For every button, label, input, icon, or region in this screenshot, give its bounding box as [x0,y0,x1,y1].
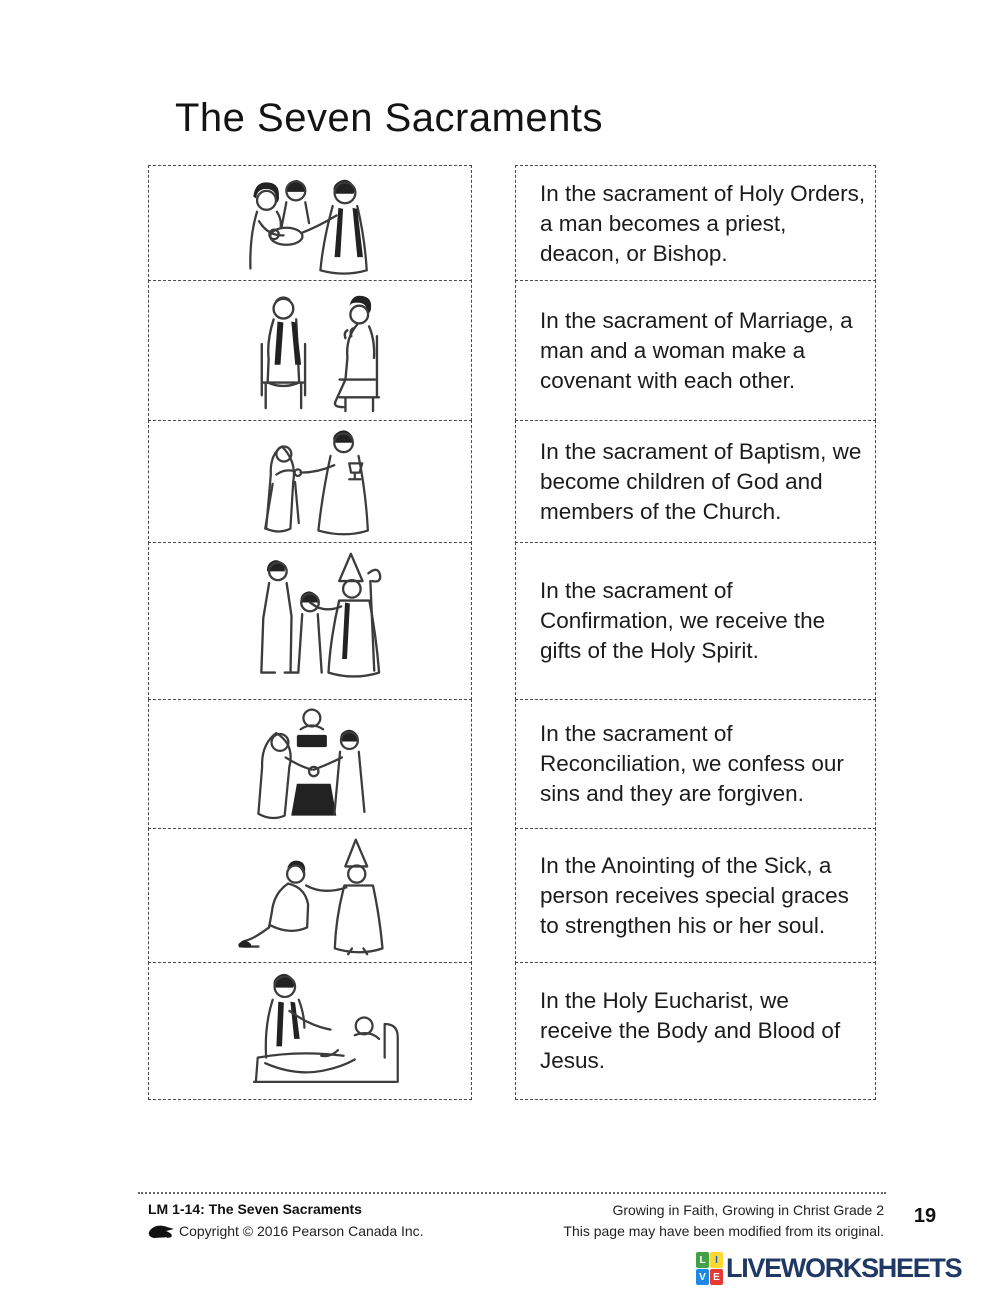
text-cell-holy-orders[interactable] [515,165,876,282]
document-code: LM 1-14: The Seven Sacraments [148,1201,362,1217]
logo-tile-l: L [696,1252,709,1268]
liveworksheets-tiles-icon [696,1252,723,1285]
text-cell-anointing[interactable] [515,828,876,964]
copyright-text: Copyright © 2016 Pearson Canada Inc. [179,1223,424,1239]
baptism-baby-scene-icon [190,172,430,276]
logo-tile-e: E [710,1269,723,1285]
sacrament-text: In the sacrament of Reconciliation, we confess our sins and they are forgiven. [540,721,844,807]
text-cell-reconciliation[interactable] [515,699,876,830]
image-cell-confirmation[interactable] [148,542,472,700]
image-column [148,165,472,1100]
footer-left [148,1200,424,1240]
sacrament-text: In the Holy Eucharist, we receive the Body and Blood of Jesus. [540,988,841,1074]
sacrament-text: In the sacrament of Baptism, we become children of God and members of the Church. [540,438,862,524]
first-communion-scene-icon [190,426,430,538]
text-column [515,165,876,1100]
anointing-of-sick-scene-icon [190,968,430,1094]
liveworksheets-logo[interactable] [696,1252,961,1285]
image-cell-ordination[interactable] [148,828,472,964]
page-number: 19 [913,1205,937,1227]
text-cell-eucharist[interactable] [515,962,876,1100]
image-cell-confession[interactable] [148,280,472,421]
series-title: Growing in Faith, Growing in Christ Grade 2 [612,1202,884,1218]
text-cell-baptism[interactable] [515,420,876,544]
footer-right [563,1200,884,1242]
logo-tile-i: I [710,1252,723,1268]
image-cell-wedding[interactable] [148,699,472,830]
footer-divider [138,1192,886,1194]
image-cell-anointing[interactable] [148,962,472,1100]
confirmation-scene-icon [190,548,430,694]
image-cell-first-communion[interactable] [148,420,472,544]
ordination-scene-icon [190,834,430,958]
image-cell-baptism[interactable] [148,165,472,282]
text-cell-marriage[interactable] [515,280,876,421]
liveworksheets-wordmark: LIVEWORKSHEETS [726,1253,962,1283]
logo-tile-v: V [696,1269,709,1285]
pearson-cut-icon [148,1224,174,1239]
sacrament-text: In the sacrament of Marriage, a man and a woman make a covenant with each other. [540,307,853,393]
sacrament-text: In the sacrament of Holy Orders, a man becomes a priest, deacon, or Bishop. [540,180,866,266]
sacrament-text: In the Anointing of the Sick, a person receives special graces to strengthen his or her soul. [540,853,849,939]
sacrament-text: In the sacrament of Confirmation, we receive the gifts of the Holy Spirit. [540,578,826,664]
modified-note: This page may have been modified from its original. [563,1223,884,1239]
page-title: The Seven Sacraments [175,96,603,140]
text-cell-confirmation[interactable] [515,542,876,700]
confession-scene-icon [190,287,430,415]
wedding-scene-icon [190,703,430,825]
